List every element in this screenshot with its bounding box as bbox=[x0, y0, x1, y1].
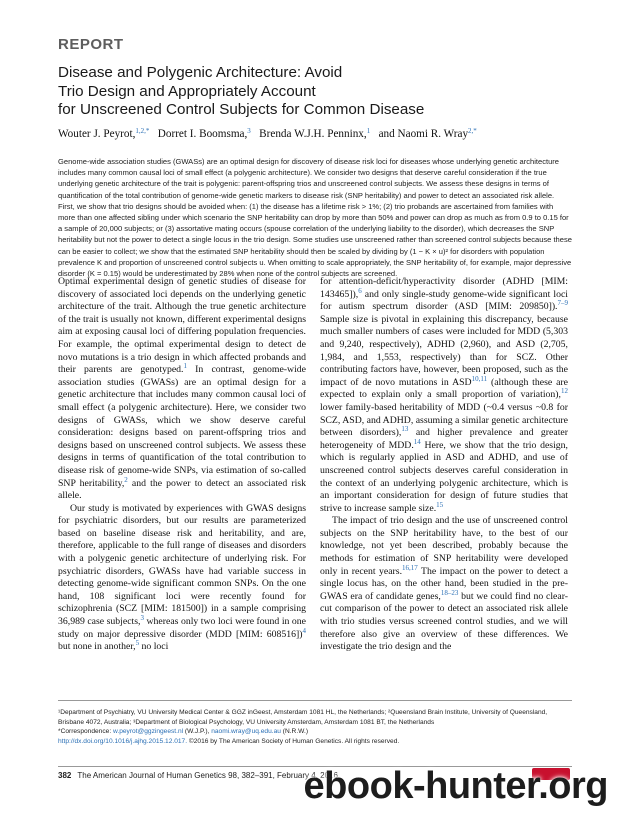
correspondence: *Correspondence: w.peyrot@ggzingeest.nl (W.J.P.), naomi.wray@uq.edu.au (N.R.W.) bbox=[58, 728, 309, 736]
body-column-left bbox=[58, 276, 306, 654]
email-link[interactable]: w.peyrot@ggzingeest.nl bbox=[112, 728, 184, 736]
citation-ref[interactable]: 7–9 bbox=[557, 299, 568, 308]
doi-link[interactable]: http://dx.doi.org/10.1016/j.ajhg.2015.12.017. bbox=[58, 737, 188, 745]
citation-ref[interactable]: 14 bbox=[413, 437, 421, 446]
citation-ref[interactable]: 13 bbox=[401, 425, 409, 434]
author-list bbox=[58, 128, 477, 140]
abstract: Genome-wide association studies (GWASs) are an optimal design for discovery of disease risk loci for diseases whose underlying genetic architecture includes many common causal loci of small effect (a polygenic architecture). We consider two designs that deserve careful consideration if the true underlying genetic architecture of the trait is polygenic: parent-offspring trios and unscreened control subjects. We assess these designs in terms of quantification of the total contribution of genome-wide genetic markers to disease risk (SNP heritability) and power to detect an associated risk allele. First, we show that trio designs should be avoided when: (1) the disease has a lifetime risk > 1%; (2) trio probands are ascertained from families with more than one affected sibling under which scenario the SNP heritability can drop by more than 50% and power can drop as much as from 0.9 to 0.15 for a sample of 20,000 subjects; or (3) assortative mating occurs (spouse correlation of the underlying liability to the disorder), which decreases the SNP heritability but not the power to detect a single locus in the trio design. Some studies use unscreened rather than screened control subjects because these can be easier to collect; we show that the estimated SNP heritability should then be scaled by dividing by (1 − K × u)² for disorders with population prevalence K and proportion of unscreened control subjects u. When omitting to scale appropriately, the SNP heritability of, for example, major depressive disorder (K = 0.15) would be underestimated by 28% when none of the control subjects are screened. bbox=[58, 157, 572, 279]
email-link[interactable]: naomi.wray@uq.edu.au bbox=[211, 728, 281, 736]
citation-ref[interactable]: 12 bbox=[561, 387, 568, 396]
citation-ref[interactable]: 1 bbox=[183, 362, 187, 371]
title-line: Trio Design and Appropriately Account bbox=[58, 82, 316, 100]
journal-citation: The American Journal of Human Genetics 98, 382–391, February 4, 2016 bbox=[77, 771, 338, 780]
watermark: ebook-hunter.org bbox=[303, 765, 608, 807]
author-name: Wouter J. Peyrot, bbox=[58, 128, 136, 140]
author-affiliation[interactable]: 3 bbox=[247, 127, 251, 135]
citation-ref[interactable]: 4 bbox=[302, 626, 306, 635]
affiliations: ¹Department of Psychiatry, VU University Medical Center & GGZ inGeest, Amsterdam 1081 HL, the Netherlands; ²Queensland Brain Institute, University of Queensland, Brisbane 4072, Australia; ³Department of Biological Psychology, VU University Amsterdam, Amsterdam 1081 BT, the Netherlands bbox=[58, 709, 548, 726]
author-name: Brenda W.J.H. Penninx, bbox=[259, 128, 367, 140]
author-name: Dorret I. Boomsma, bbox=[157, 128, 248, 140]
footnotes bbox=[58, 708, 572, 746]
author-affiliation[interactable]: 1,2,* bbox=[135, 127, 150, 135]
title-line: Disease and Polygenic Architecture: Avoid bbox=[58, 64, 343, 81]
page-number: 382 bbox=[58, 771, 72, 780]
citation-ref[interactable]: 10,11 bbox=[471, 374, 488, 383]
body-paragraph: Optimal experimental design of genetic studies of disease for discovery of associated loci depends on the underlying genetic architecture of the trait. Although the true genetic architecture of the trait is usually not known, different experimental designs aim at exposing causal loci of differing population frequencies. For example, the optimal experimental design to detect de novo mutations is a trio design in which affected probands and their parents are genotyped.$^1$ In contrast, genome-wide association studies (GWASs) are an optimal design for a genetic architecture that includes many common causal loci of small effect (a polygenic architecture). Here, we consider two designs of GWASs, which we show deserve careful consideration: designs based on parent-offspring trios and designs based on unscreened control subjects. We assess these designs in terms of quantification of the total contribution to disease risk of genome-wide SNPs, via estimation of so-called SNP heritability,$^2$ and the power to detect an associated risk allele. bbox=[58, 276, 307, 502]
author-affiliation[interactable]: 2,* bbox=[468, 127, 477, 135]
footnote-divider bbox=[58, 700, 572, 701]
body-paragraph: The impact of trio design and the use of unscreened control subjects on the SNP heritability have, to the best of our knowledge, not yet been described, probably because the methods for estimation of SNP heritability were developed only in recent years.$^{16,17}$ The impact on the power to detect a single locus has, on the other hand, been studied in the pre-GWAS era of candidate genes,$^{18-23}$ but we could find no clear-cut comparison of the power to detect an associated risk allele with trio studies versus screened control studies, and we will therefore also give an overview of these differences. We investigate the trio design and the bbox=[320, 515, 569, 653]
title-line: for Unscreened Control Subjects for Common Disease bbox=[58, 101, 425, 118]
citation-ref[interactable]: 6 bbox=[358, 286, 362, 295]
citation-ref[interactable]: 16,17 bbox=[402, 563, 418, 572]
body-paragraph: Our study is motivated by experiences with GWAS designs for psychiatric disorders, but our results are parameterized based on baseline disease risk and heritability, and are, therefore, applicable to the full range of diseases and disorders with a polygenic genetic architecture of underlying risk. For psychiatric disorders, GWASs have had variable success in detecting genome-wide significant common SNPs. On the one hand, 108 significant loci were recently found for schizophrenia (SCZ [MIM: 181500]) in a sample comprising 36,989 case subjects,$^3$ whereas only two loci were found in one study on major depressive disorder (MDD [MIM: 608516])$^4$ but none in another,$^5$ no loci bbox=[58, 502, 306, 653]
page-footer bbox=[58, 771, 338, 780]
citation-ref[interactable]: 18–23 bbox=[440, 588, 459, 597]
doi-line: http://dx.doi.org/10.1016/j.ajhg.2015.12.017. ©2016 by The American Society of Human Genetics. All rights reserved. bbox=[58, 737, 400, 745]
author-affiliation[interactable]: 1 bbox=[366, 127, 371, 135]
article-title bbox=[58, 64, 558, 120]
body-paragraph: for attention-deficit/hyperactivity disorder (ADHD [MIM: 143465]),$^6$ and only single-study genome-wide significant loci for autism spectrum disorder (ASD [MIM: 209850]).$^{7-9}$ Sample size is pivotal in explaining this discrepancy, because much smaller numbers of cases were included for MDD (5,303 and 9,240, respectively), ADHD (2,960), and ASD (2,705, 1,984, and 1,553, respectively) than for SCZ. Other contributing factors have, however, been proposed, such as the impact of de novo mutations in ASD$^{10,11}$ (although these are expected to explain only a small proportion of variation),$^{12}$ lower family-based heritability of MDD (~0.4 versus ~0.8 for SCZ, ASD, and ADHD, assuming a similar genetic architecture between disorders),$^{13}$ and higher prevalence and greater heterogeneity of MDD.$^{14}$ Here, we show that the trio design, which is regularly applied in ASD and ADHD, and use of unscreened control subjects deserves careful consideration in the context of an underlying polygenic architecture, which is an important consideration for design of future studies that strive to increase sample size.$^{15}$ bbox=[320, 276, 568, 514]
citation-ref[interactable]: 3 bbox=[140, 614, 144, 623]
citation-ref[interactable]: 2 bbox=[124, 475, 128, 484]
section-label: REPORT bbox=[58, 36, 124, 53]
body-column-right bbox=[320, 276, 568, 654]
citation-ref[interactable]: 15 bbox=[436, 500, 444, 509]
citation-ref[interactable]: 5 bbox=[135, 639, 140, 648]
author-name: and Naomi R. Wray bbox=[378, 128, 469, 140]
